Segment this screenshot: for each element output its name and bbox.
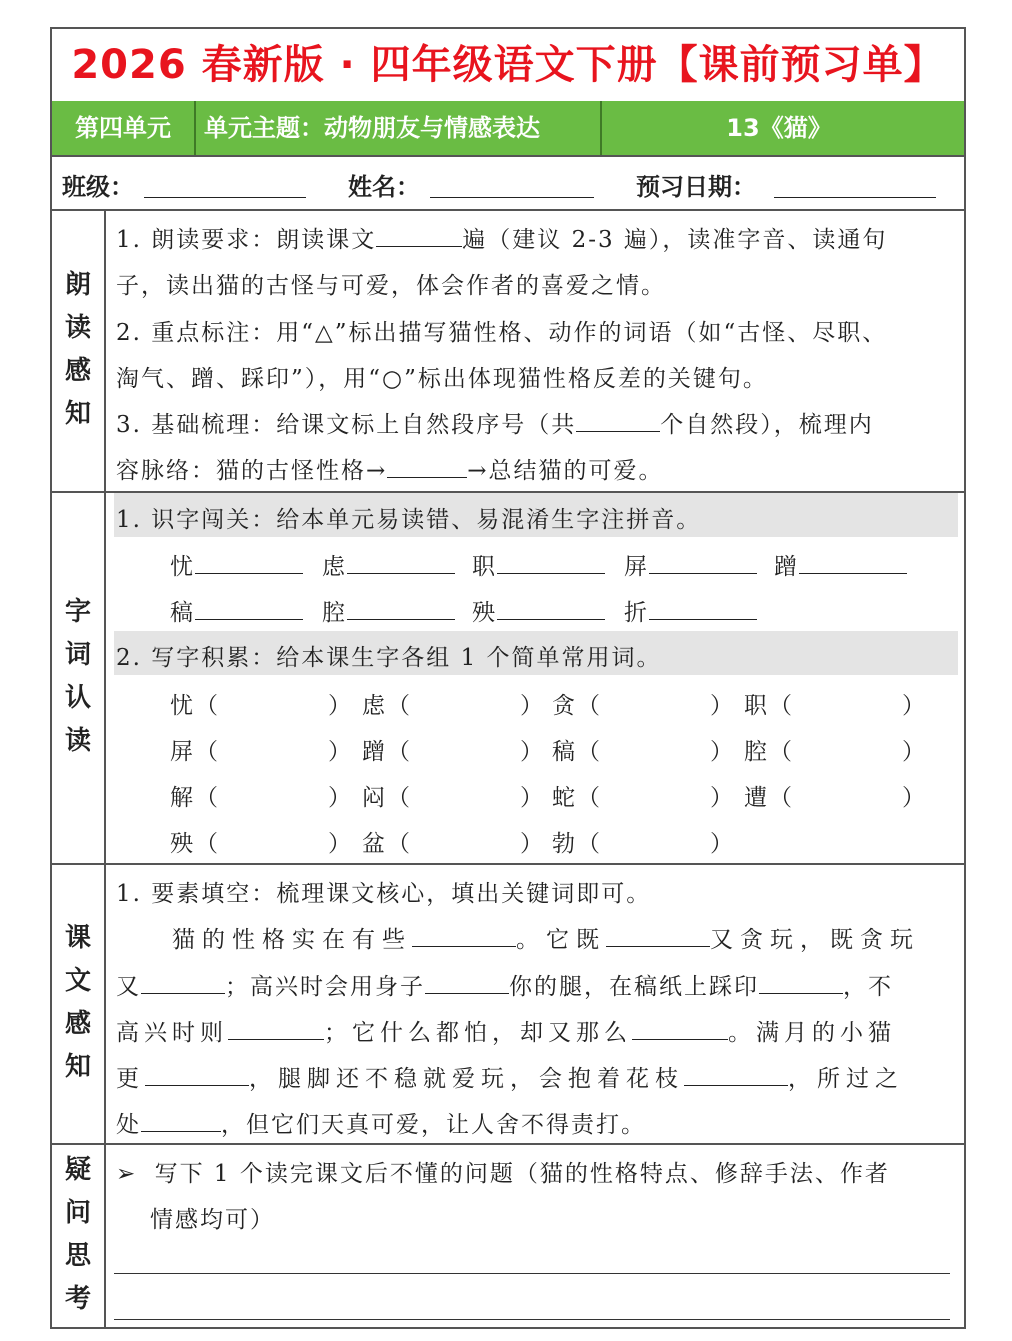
- word-answer-close[interactable]: ）: [328, 693, 353, 719]
- word-item: 蛇（: [552, 785, 602, 811]
- answer-line[interactable]: [114, 1273, 950, 1274]
- word-answer-close[interactable]: ）: [710, 785, 735, 811]
- question-side-label: 疑 问 思 考: [52, 1143, 106, 1327]
- words-side-label: 字 词 认 读: [52, 491, 106, 863]
- word-item: 稿（: [552, 739, 602, 765]
- word-answer-close[interactable]: ）: [520, 785, 545, 811]
- pinyin-item: 屏: [624, 548, 757, 581]
- name-label: 姓名：: [348, 173, 420, 201]
- fill-blank[interactable]: [145, 1063, 249, 1086]
- word-answer-close[interactable]: ）: [520, 693, 545, 719]
- read-times-blank[interactable]: [376, 224, 462, 247]
- worksheet: [50, 27, 966, 1329]
- word-item: 屏（: [170, 739, 220, 765]
- pinyin-blank[interactable]: [649, 551, 757, 574]
- word-answer-close[interactable]: ）: [710, 739, 735, 765]
- word-item: 解（: [170, 785, 220, 811]
- word-item: 勃（: [552, 831, 602, 857]
- word-answer-close[interactable]: ）: [520, 831, 545, 857]
- word-answer-close[interactable]: ）: [328, 739, 353, 765]
- question-line-2: 情感均可）: [150, 1207, 275, 1233]
- word-item: 蹭（: [362, 739, 412, 765]
- word-item: 贪（: [552, 693, 602, 719]
- word-answer-close[interactable]: ）: [328, 785, 353, 811]
- unit-band: [52, 101, 964, 157]
- fill-blank[interactable]: [759, 971, 843, 994]
- fill-blank[interactable]: [425, 971, 509, 994]
- fill-blank[interactable]: [412, 924, 516, 947]
- text-task: 1. 要素填空：梳理课文核心，填出关键词即可。: [116, 881, 652, 907]
- class-field[interactable]: [144, 197, 306, 198]
- pinyin-item: 折: [624, 594, 757, 627]
- pinyin-task: 1. 识字闯关：给本单元易读错、易混淆生字注拼音。: [116, 507, 702, 533]
- pinyin-blank[interactable]: [497, 551, 605, 574]
- word-answer-close[interactable]: ）: [902, 785, 927, 811]
- answer-line[interactable]: [114, 1319, 950, 1320]
- worksheet-title: 2026 春新版 · 四年级语文下册【课前预习单】: [52, 29, 964, 103]
- outline-blank[interactable]: [387, 455, 467, 478]
- pinyin-blank[interactable]: [649, 597, 757, 620]
- question-section: [52, 1143, 964, 1327]
- word-item: 忧（: [170, 693, 220, 719]
- text-line-5: 处 ，但它们天真可爱，让人舍不得责打。: [116, 1106, 646, 1139]
- text-line-2: 又 ；高兴时会用身子 你的腿，在稿纸上踩印 ，不: [116, 968, 893, 1001]
- word-item: 盆（: [362, 831, 412, 857]
- text-line-4: 更 ，腿脚还不稳就爱玩，会抱着花枝 ，所过之: [116, 1060, 904, 1093]
- date-label: 预习日期：: [636, 173, 756, 201]
- arrow-bullet-icon: ➢: [116, 1161, 138, 1187]
- pinyin-item: 忧: [170, 548, 303, 581]
- reading-line-4: 淘气、蹭、踩印”），用“○”标出体现猫性格反差的关键句。: [116, 366, 768, 392]
- unit-label: 第四单元: [52, 101, 196, 155]
- word-item: 遭（: [744, 785, 794, 811]
- word-answer-close[interactable]: ）: [328, 831, 353, 857]
- word-item: 殃（: [170, 831, 220, 857]
- text-line-1: 猫的性格实在有些 。它既 又贪玩，既贪玩: [172, 921, 920, 954]
- fill-blank[interactable]: [141, 1109, 221, 1132]
- fill-blank[interactable]: [632, 1017, 728, 1040]
- pinyin-item: 殃: [472, 594, 605, 627]
- fill-blank[interactable]: [684, 1063, 788, 1086]
- class-label: 班级：: [62, 173, 134, 201]
- reading-line-5: 3. 基础梳理：给课文标上自然段序号（共 个自然段），梳理内: [116, 406, 874, 439]
- student-info-row: [52, 157, 964, 211]
- pinyin-blank[interactable]: [497, 597, 605, 620]
- word-item: 闷（: [362, 785, 412, 811]
- fill-blank[interactable]: [606, 924, 710, 947]
- fill-blank[interactable]: [141, 971, 225, 994]
- pinyin-blank[interactable]: [347, 597, 455, 620]
- words-section: [52, 491, 964, 865]
- fill-blank[interactable]: [228, 1017, 324, 1040]
- reading-section: [52, 209, 964, 493]
- word-item: 职（: [744, 693, 794, 719]
- word-answer-close[interactable]: ）: [520, 739, 545, 765]
- lesson-title: 13《猫》: [726, 114, 832, 142]
- reading-line-1: 1. 朗读要求：朗读课文 遍（建议 2-3 遍），读准字音、读通句: [116, 221, 887, 254]
- word-answer-close[interactable]: ）: [710, 693, 735, 719]
- text-section: [52, 863, 964, 1145]
- reading-line-6: 容脉络：猫的古怪性格→ →总结猫的可爱。: [116, 452, 664, 485]
- word-answer-close[interactable]: ）: [902, 739, 927, 765]
- pinyin-item: 虑: [322, 548, 455, 581]
- pinyin-blank[interactable]: [195, 597, 303, 620]
- reading-line-3: 2. 重点标注：用“△”标出描写猫性格、动作的词语（如“古怪、尽职、: [116, 320, 888, 346]
- pinyin-item: 职: [472, 548, 605, 581]
- word-answer-close[interactable]: ）: [902, 693, 927, 719]
- reading-side-label: 朗 读 感 知: [52, 209, 106, 491]
- reading-line-2: 子，读出猫的古怪与可爱，体会作者的喜爱之情。: [116, 273, 666, 299]
- pinyin-item: 腔: [322, 594, 455, 627]
- word-task: 2. 写字积累：给本课生字各组 1 个简单常用词。: [116, 645, 662, 671]
- word-answer-close[interactable]: ）: [710, 831, 735, 857]
- paragraph-count-blank[interactable]: [576, 409, 660, 432]
- word-item: 腔（: [744, 739, 794, 765]
- text-side-label: 课 文 感 知: [52, 863, 106, 1143]
- name-field[interactable]: [430, 197, 594, 198]
- unit-theme: 单元主题：动物朋友与情感表达: [196, 101, 602, 155]
- pinyin-item: 稿: [170, 594, 303, 627]
- word-item: 虑（: [362, 693, 412, 719]
- date-field[interactable]: [774, 197, 936, 198]
- pinyin-item: 蹭: [774, 548, 907, 581]
- pinyin-blank[interactable]: [195, 551, 303, 574]
- text-line-3: 高兴时则 ；它什么都怕，却又那么 。满月的小猫: [116, 1014, 896, 1047]
- question-line-1: ➢ 写下 1 个读完课文后不懂的问题（猫的性格特点、修辞手法、作者: [116, 1161, 890, 1187]
- pinyin-blank[interactable]: [799, 551, 907, 574]
- pinyin-blank[interactable]: [347, 551, 455, 574]
